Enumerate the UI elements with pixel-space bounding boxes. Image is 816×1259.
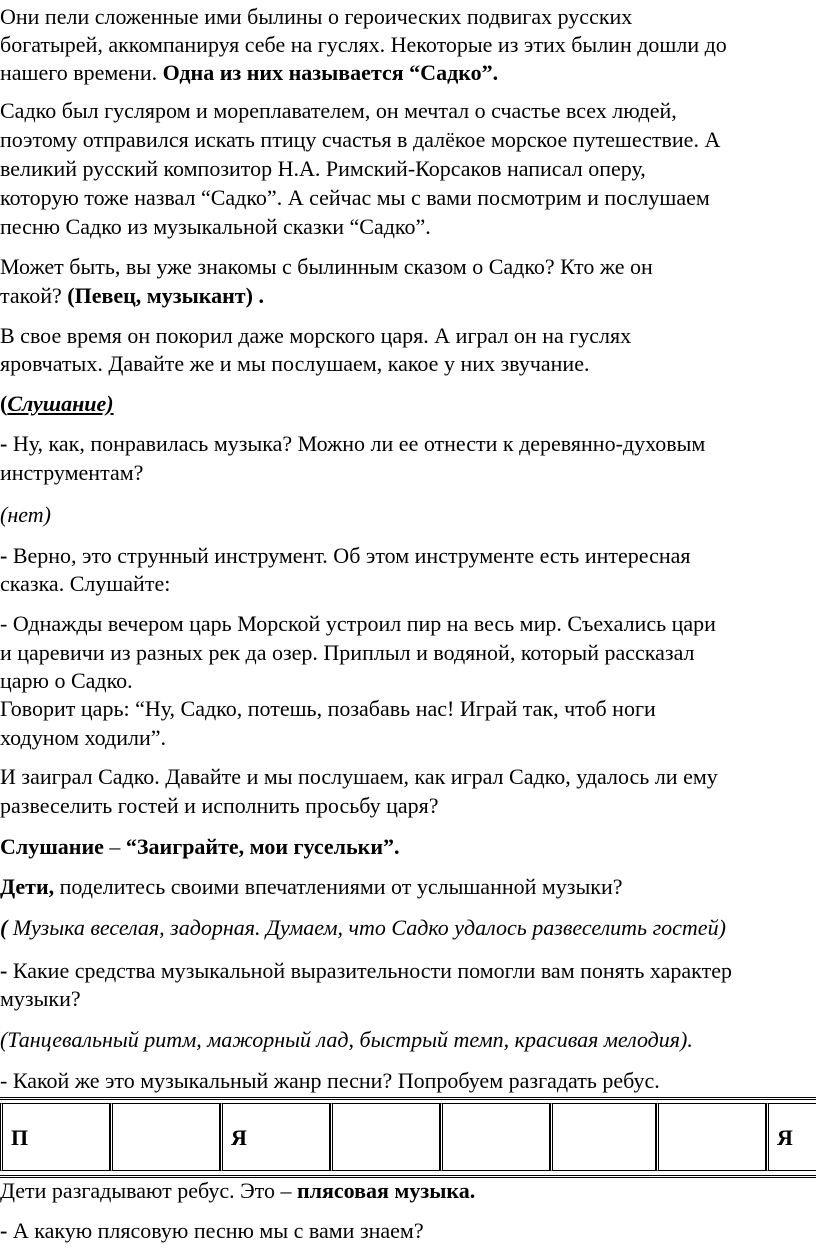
bold-text: -	[0, 431, 8, 456]
text-span: музыки?	[0, 986, 81, 1011]
rebus-cell	[550, 1103, 656, 1171]
rebus-cell	[656, 1103, 766, 1171]
text-span: царю о Садко.	[0, 668, 133, 693]
text-line	[0, 430, 816, 458]
text-span: Какие средства музыкальной выразительности помогли вам понять характер	[7, 958, 732, 983]
text-line	[0, 3, 816, 31]
text-line	[0, 833, 816, 861]
text-line	[0, 542, 816, 570]
text-span: развеселить гостей и исполнить просьбу царя?	[0, 793, 439, 818]
text-span: поделитесь своими впечатлениями от услышанной музыки?	[54, 874, 623, 899]
italic-text: (Танцевальный ритм, мажорный лад, быстрый темп, красивая мелодия).	[0, 1027, 693, 1052]
text-span: песню Садко из музыкальной сказки “Садко”.	[0, 214, 431, 239]
text-span: богатырей, аккомпанируя себе на гуслях. Некоторые из этих былин дошли до	[0, 32, 727, 57]
rebus-cell	[220, 1103, 330, 1171]
bold-text: Дети,	[0, 874, 55, 899]
bold-text: (Певец, музыкант) .	[67, 283, 264, 308]
text-line	[0, 667, 816, 695]
text-line	[0, 1026, 816, 1054]
bold-text: Одна из них называется “Садко”.	[162, 60, 499, 85]
rebus-cell	[330, 1103, 440, 1171]
text-span: Садко был гусляром и мореплавателем, он мечтал о счастье всех людей,	[0, 98, 677, 123]
text-line	[0, 282, 816, 310]
text-line	[0, 695, 816, 723]
text-line	[0, 322, 816, 350]
text-line	[0, 1217, 816, 1245]
text-line	[0, 459, 816, 487]
text-span: которую тоже назвал “Садко”. А сейчас мы с вами посмотрим и послушаем	[0, 185, 710, 210]
text-span: и царевичи из разных рек да озер. Приплыл и водяной, который рассказал	[0, 640, 695, 665]
text-span: В свое время он покорил даже морского царя. А играл он на гуслях	[0, 323, 632, 348]
text-line	[0, 1177, 816, 1205]
italic-text: (нет)	[0, 502, 51, 527]
text-line	[0, 97, 816, 125]
text-span: Может быть, вы уже знакомы с былинным сказом о Садко? Кто же он	[0, 254, 653, 279]
italic-text: Музыка веселая, задорная. Думаем, что Садко удалось развеселить гостей)	[7, 915, 726, 940]
bold-text: -	[0, 1218, 8, 1243]
text-span: - Однажды вечером царь Морской устроил пир на весь мир. Съехались цари	[0, 611, 716, 636]
text-span: - Какой же это музыкальный жанр песни? Попробуем разгадать ребус.	[0, 1068, 660, 1093]
text-line	[0, 724, 816, 752]
text-line	[0, 792, 816, 820]
text-line	[0, 610, 816, 638]
text-span: Ну, как, понравилась музыка? Можно ли ее отнести к деревянно-духовым	[7, 431, 706, 456]
bold-text: -	[0, 958, 8, 983]
text-line	[0, 184, 816, 212]
text-span: Верно, это струнный инструмент. Об этом инструменте есть интересная	[7, 543, 691, 568]
bold-text: плясовая музыка.	[297, 1178, 476, 1203]
bold-text: -	[0, 543, 8, 568]
text-line	[0, 501, 816, 529]
rebus-cell	[440, 1103, 550, 1171]
text-span: Они пели сложенные ими былины о героических подвигах русских	[0, 4, 633, 29]
text-line	[0, 31, 816, 59]
text-line	[0, 873, 816, 901]
text-span: ходуном ходили”.	[0, 725, 167, 750]
bold-text: Слушание	[0, 834, 104, 859]
text-line	[0, 350, 816, 378]
text-span: –	[103, 834, 126, 859]
text-span: поэтому отправился искать птицу счастья в далёкое морское путешествие. А	[0, 127, 721, 152]
rebus-cell	[766, 1103, 816, 1171]
text-line	[0, 985, 816, 1013]
text-line	[0, 126, 816, 154]
text-line	[0, 957, 816, 985]
rebus-letter: Я	[231, 1125, 247, 1150]
text-line	[0, 914, 816, 942]
text-span: сказка. Слушайте:	[0, 571, 171, 596]
text-span: Говорит царь: “Ну, Садко, потешь, позабавь нас! Играй так, чтоб ноги	[0, 696, 656, 721]
bold-text: (	[0, 391, 8, 416]
text-span: инструментам?	[0, 460, 144, 485]
rebus-letter: П	[11, 1125, 29, 1150]
text-span: нашего времени.	[0, 60, 163, 85]
bold-text: (	[0, 915, 8, 940]
text-span: яровчатых. Давайте же и мы послушаем, какое у них звучание.	[0, 351, 590, 376]
text-line	[0, 639, 816, 667]
text-line	[0, 763, 816, 791]
text-span: А какую плясовую песню мы с вами знаем?	[7, 1218, 424, 1243]
bold-text: “Заиграйте, мои гусельки”.	[125, 834, 400, 859]
text-span: великий русский композитор Н.А. Римский-Корсаков написал оперу,	[0, 156, 646, 181]
text-span: такой?	[0, 283, 68, 308]
text-line	[0, 570, 816, 598]
text-line	[0, 253, 816, 281]
text-line	[0, 59, 816, 87]
text-line	[0, 1067, 816, 1095]
rebus-letter: Я	[777, 1125, 793, 1150]
text-line	[0, 155, 816, 183]
listening-label: Слушание)	[7, 391, 114, 416]
rebus-cell	[110, 1103, 220, 1171]
text-span: Дети разгадывают ребус. Это –	[0, 1178, 297, 1203]
rebus-cell	[0, 1103, 110, 1171]
text-line	[0, 213, 816, 241]
text-line	[0, 390, 816, 418]
text-span: И заиграл Садко. Давайте и мы послушаем, как играл Садко, удалось ли ему	[0, 764, 718, 789]
